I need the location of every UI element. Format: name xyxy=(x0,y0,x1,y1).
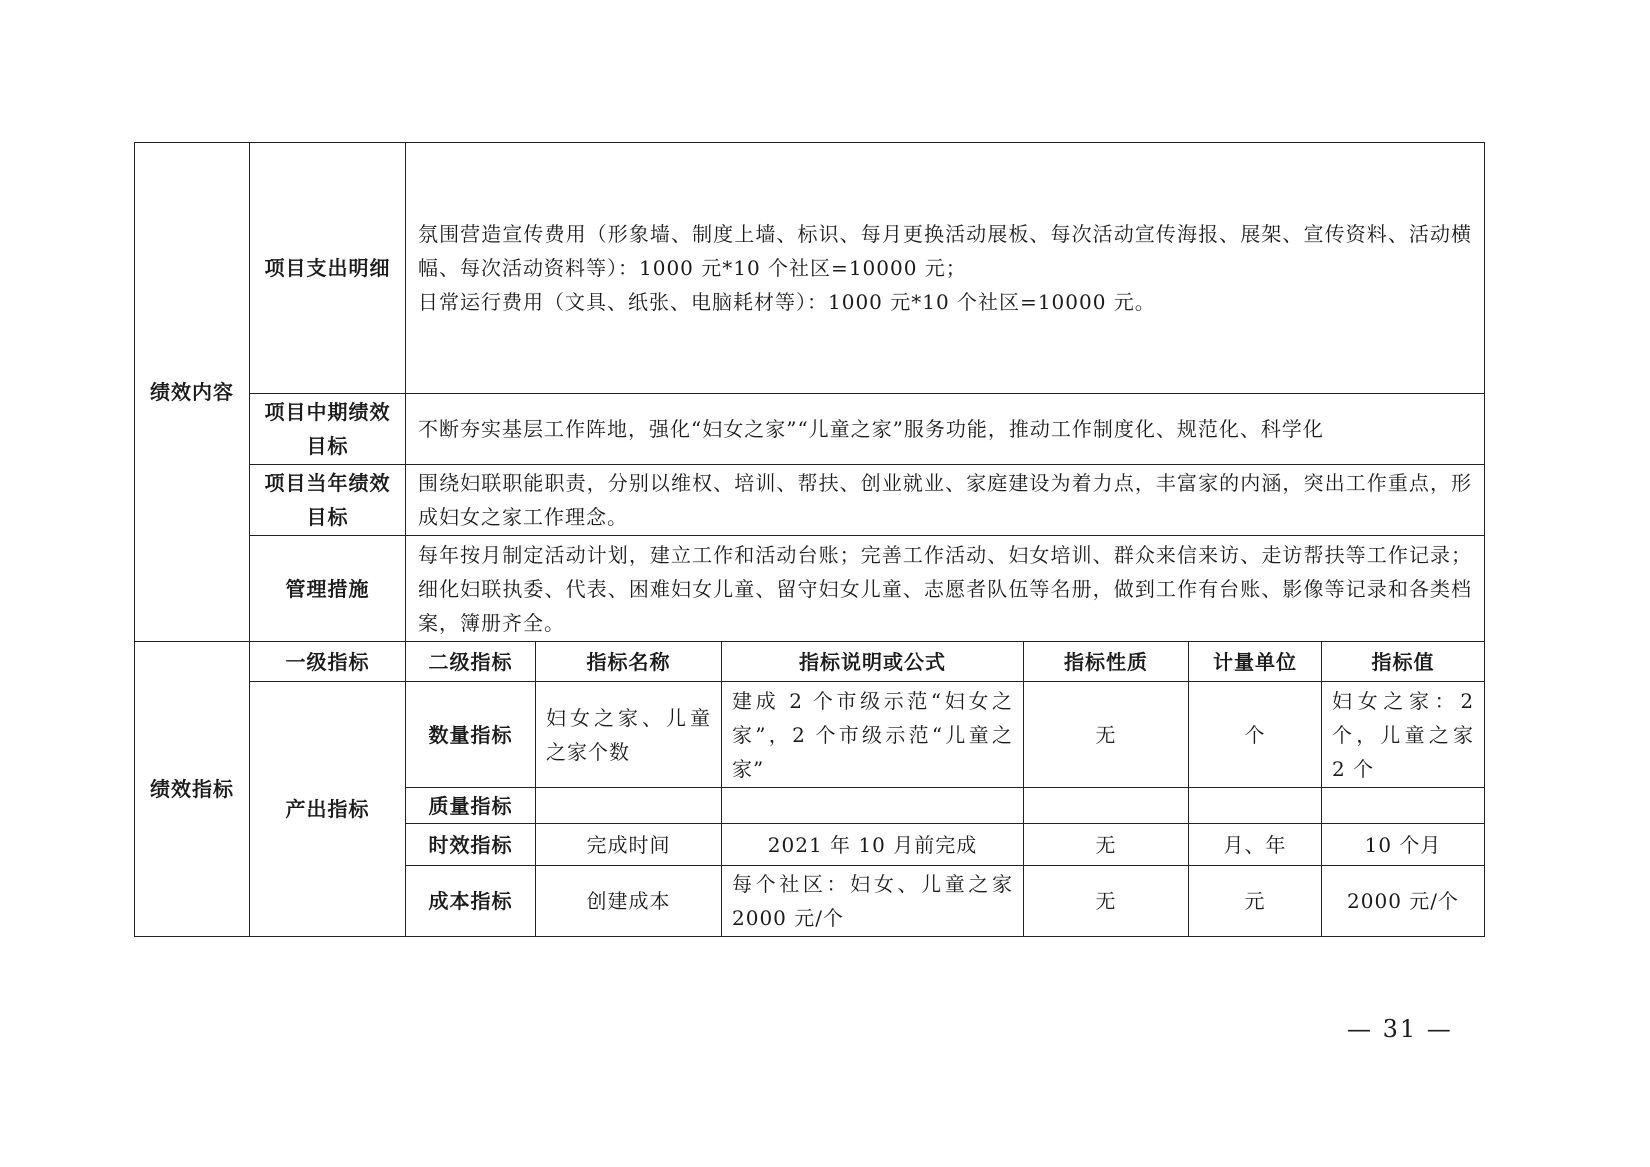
measures-text: 每年按月制定活动计划，建立工作和活动台账；完善工作活动、妇女培训、群众来信来访、走访帮扶等工作记录；细化妇联执委、代表、困难妇女儿童、留守妇女儿童、志愿者队伍等名册，做到工作有台账、影像等记录和各类档案，簿册齐全。 xyxy=(406,536,1485,642)
timeliness-value: 10 个月 xyxy=(1322,824,1485,866)
quality-unit xyxy=(1189,788,1322,824)
header-value: 指标值 xyxy=(1322,642,1485,682)
level2-quality: 质量指标 xyxy=(406,788,536,824)
quality-value xyxy=(1322,788,1485,824)
cost-unit: 元 xyxy=(1189,866,1322,937)
header-name: 指标名称 xyxy=(536,642,722,682)
quantity-desc: 建成 2 个市级示范“妇女之家”，2 个市级示范“儿童之家” xyxy=(722,682,1024,788)
level2-cost: 成本指标 xyxy=(406,866,536,937)
table-row xyxy=(135,682,1485,788)
section-label-indicators: 绩效指标 xyxy=(135,642,250,937)
header-nature: 指标性质 xyxy=(1024,642,1189,682)
level2-timeliness: 时效指标 xyxy=(406,824,536,866)
quality-name xyxy=(536,788,722,824)
header-level1: 一级指标 xyxy=(250,642,406,682)
timeliness-name: 完成时间 xyxy=(536,824,722,866)
mid-goal-text: 不断夯实基层工作阵地，强化“妇女之家”“儿童之家”服务功能，推动工作制度化、规范化、科学化 xyxy=(406,394,1485,465)
expense-line-1: 氛围营造宣传费用（形象墙、制度上墙、标识、每月更换活动展板、每次活动宣传海报、展架、宣传资料、活动横幅、每次活动资料等）：1000 元*10 个社区=10000 元； xyxy=(418,222,1473,280)
timeliness-desc: 2021 年 10 月前完成 xyxy=(722,824,1024,866)
quantity-nature: 无 xyxy=(1024,682,1189,788)
quality-nature xyxy=(1024,788,1189,824)
quality-desc xyxy=(722,788,1024,824)
measures-label: 管理措施 xyxy=(250,536,406,642)
performance-table xyxy=(134,142,1485,937)
cost-nature: 无 xyxy=(1024,866,1189,937)
level2-quantity: 数量指标 xyxy=(406,682,536,788)
quantity-value: 妇女之家：2 个，儿童之家 2 个 xyxy=(1322,682,1485,788)
cost-value: 2000 元/个 xyxy=(1322,866,1485,937)
cost-desc: 每个社区：妇女、儿童之家 2000 元/个 xyxy=(722,866,1024,937)
expense-label: 项目支出明细 xyxy=(250,143,406,394)
annual-goal-text: 围绕妇联职能职责，分别以维权、培训、帮扶、创业就业、家庭建设为着力点，丰富家的内涵，突出工作重点，形成妇女之家工作理念。 xyxy=(406,465,1485,536)
quantity-unit: 个 xyxy=(1189,682,1322,788)
header-desc: 指标说明或公式 xyxy=(722,642,1024,682)
cost-name: 创建成本 xyxy=(536,866,722,937)
header-level2: 二级指标 xyxy=(406,642,536,682)
timeliness-unit: 月、年 xyxy=(1189,824,1322,866)
timeliness-nature: 无 xyxy=(1024,824,1189,866)
page-number: — 31 — xyxy=(1347,1015,1453,1043)
mid-goal-label: 项目中期绩效目标 xyxy=(250,394,406,465)
quantity-name: 妇女之家、儿童之家个数 xyxy=(536,682,722,788)
expense-line-2: 日常运行费用（文具、纸张、电脑耗材等）：1000 元*10 个社区=10000 元。 xyxy=(418,290,1156,314)
annual-goal-label: 项目当年绩效目标 xyxy=(250,465,406,536)
header-unit: 计量单位 xyxy=(1189,642,1322,682)
level1-output: 产出指标 xyxy=(250,682,406,937)
expense-detail xyxy=(406,143,1485,394)
section-label-content: 绩效内容 xyxy=(135,143,250,642)
